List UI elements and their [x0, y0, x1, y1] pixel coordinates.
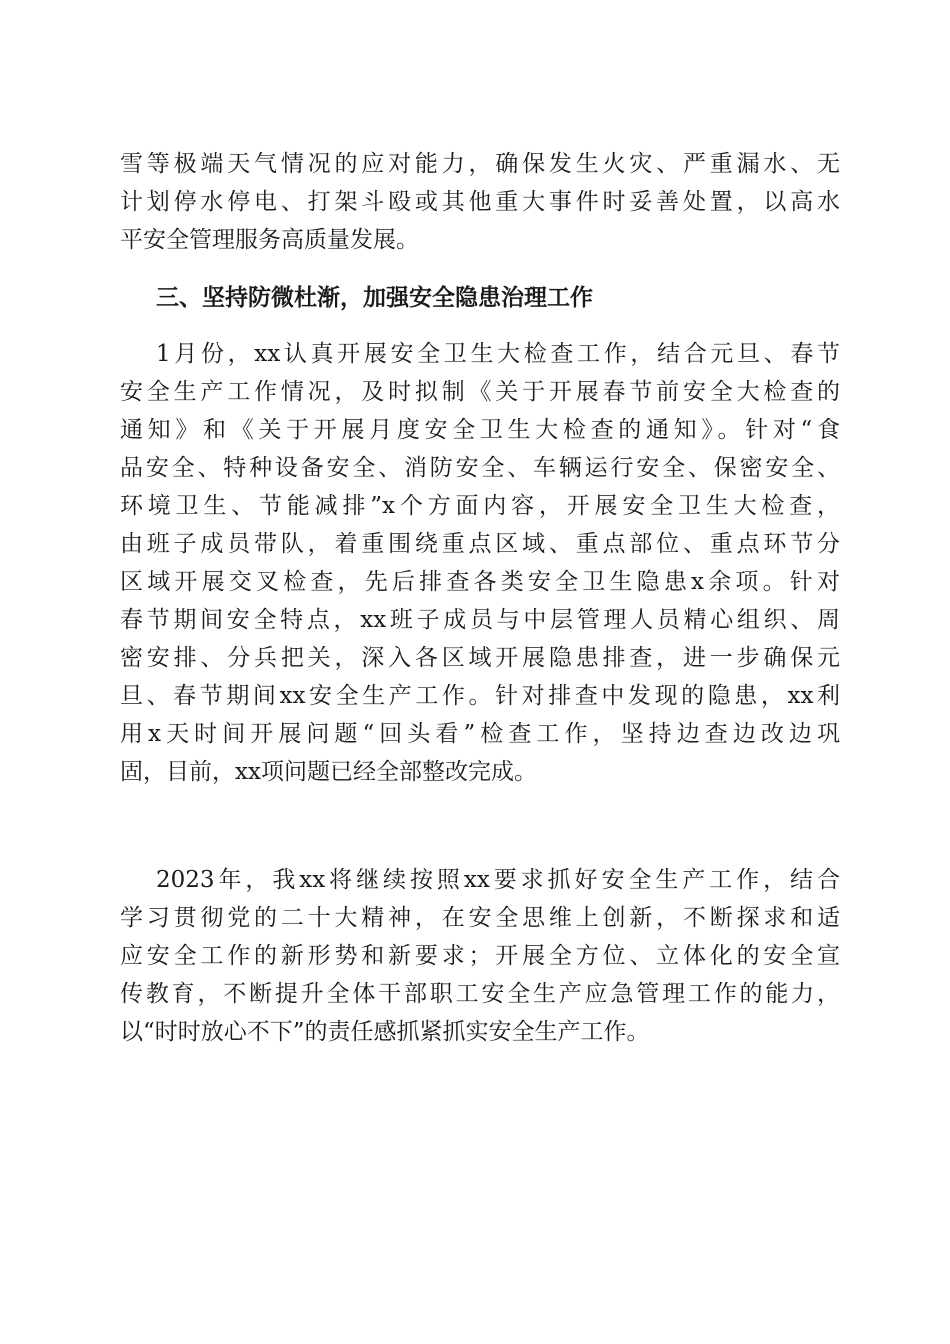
text-line: 1月份，xx认真开展安全卫生大检查工作，结合元旦、春节: [156, 341, 840, 367]
text-line: 品安全、特种设备安全、消防安全、车辆运行安全、保密安全、: [120, 455, 840, 481]
text-line: 雪等极端天气情况的应对能力，确保发生火灾、严重漏水、无: [120, 151, 840, 177]
text-line: 旦、春节期间xx安全生产工作。针对排查中发现的隐患，xx利: [120, 683, 840, 709]
text-line: 春节期间安全特点，xx班子成员与中层管理人员精心组织、周: [120, 607, 840, 633]
text-line: 密安排、分兵把关，深入各区域开展隐患排查，进一步确保元: [120, 645, 840, 671]
text-line: 平安全管理服务高质量发展。: [120, 227, 419, 253]
text-line: 固，目前，xx项问题已经全部整改完成。: [120, 759, 537, 785]
section-heading-text: 三、坚持防微杜渐，加强安全隐患治理工作: [156, 285, 593, 311]
text-line: 计划停水停电、打架斗殴或其他重大事件时妥善处置，以高水: [120, 189, 840, 215]
text-line: 通知》和《关于开展月度安全卫生大检查的通知》。针对“食: [120, 417, 840, 443]
text-line: 区域开展交叉检查，先后排查各类安全卫生隐患x余项。针对: [120, 569, 840, 595]
text-line: 应安全工作的新形势和新要求；开展全方位、立体化的安全宣: [120, 943, 840, 969]
text-line: 以“时时放心不下”的责任感抓紧抓实安全生产工作。: [120, 1019, 650, 1045]
text-line: 传教育，不断提升全体干部职工安全生产应急管理工作的能力，: [120, 981, 840, 1007]
section-heading: [120, 279, 840, 317]
text-line: 安全生产工作情况，及时拟制《关于开展春节前安全大检查的: [120, 379, 840, 405]
paragraph-continuation: [120, 145, 840, 259]
paragraph-inspection: [120, 335, 840, 791]
text-line: 学习贯彻党的二十大精神，在安全思维上创新，不断探求和适: [120, 905, 840, 931]
text-line: 由班子成员带队，着重围绕重点区域、重点部位、重点环节分: [120, 531, 840, 557]
text-line: 2023年，我xx将继续按照xx要求抓好安全生产工作，结合: [156, 867, 840, 893]
text-line: 用x天时间开展问题“回头看”检查工作，坚持边查边改边巩: [120, 721, 840, 747]
paragraph-2023-plan: [120, 861, 840, 1051]
text-line: 环境卫生、节能减排”x个方面内容，开展安全卫生大检查，: [120, 493, 840, 519]
